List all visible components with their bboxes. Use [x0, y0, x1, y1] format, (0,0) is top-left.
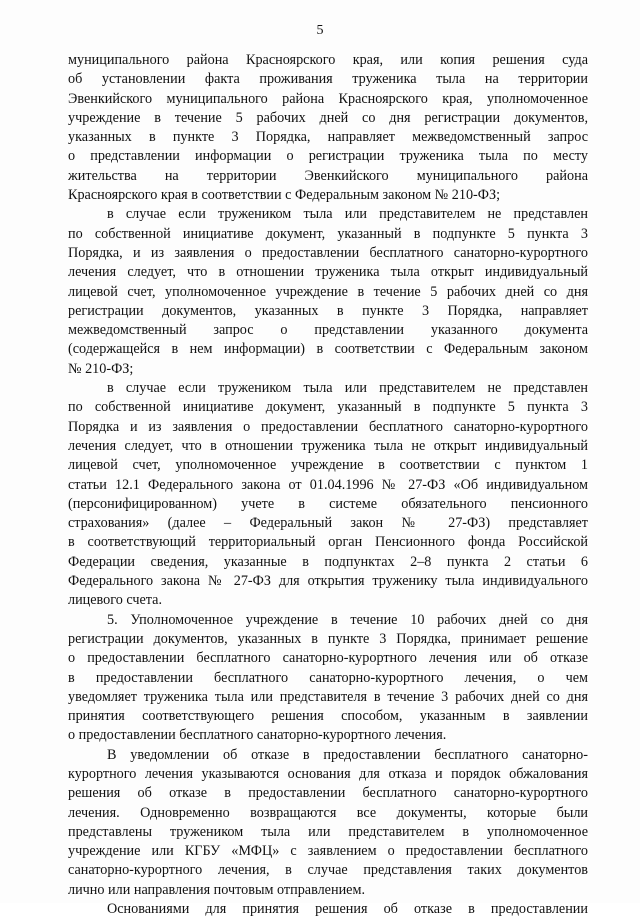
paragraph-line: лицевой счет, уполномоченное учреждение в соответствии с пунктом 1	[68, 457, 588, 474]
paragraph	[68, 51, 588, 205]
paragraph-line: статьи 12.1 Федерального закона от 01.04.1996 № 27-ФЗ «Об индивидуальном	[68, 476, 588, 493]
paragraph-line: № 210-ФЗ;	[68, 360, 134, 377]
paragraph-line: межведомственный запрос о представлении указанного документа	[68, 322, 588, 339]
paragraph-line: лечения. Одновременно возвращаются все документы, которые были	[68, 804, 588, 821]
paragraph-line: Эвенкийского муниципального района Красноярского края, уполномоченное	[68, 90, 588, 107]
paragraph-line: страхования» (далее – Федеральный закон № 27-ФЗ) представляет	[68, 515, 588, 532]
paragraph-line: по собственной инициативе документ, указанный в подпункте 5 пункта 3	[68, 399, 588, 416]
paragraph-line: 5. Уполномоченное учреждение в течение 10 рабочих дней со дня	[107, 611, 588, 628]
paragraph-line: в случае если тружеником тыла или представителем не представлен	[107, 380, 588, 397]
paragraph-line: лечения следует, что в отношении труженика тыла открыт индивидуальный	[68, 264, 588, 281]
paragraph-line: Порядка, и из заявления о предоставлении бесплатного санаторно-курортного	[68, 244, 588, 261]
paragraph	[68, 205, 588, 379]
paragraph-line: (содержащейся в нем информации) в соответствии с Федеральным законом	[68, 341, 588, 358]
paragraph-line: учреждение в течение 5 рабочих дней со дня регистрации документов,	[68, 109, 588, 126]
page-number: 5	[316, 23, 324, 38]
paragraph-line: указанных в пункте 3 Порядка, направляет межведомственный запрос	[68, 129, 588, 146]
paragraph-line: Красноярского края в соответствии с Федеральным законом № 210-ФЗ;	[68, 187, 501, 204]
paragraph-line: по собственной инициативе документ, указанный в подпункте 5 пункта 3	[68, 225, 588, 242]
paragraph	[68, 611, 588, 746]
paragraph	[68, 746, 588, 900]
paragraph-line: Федерации сведения, указанные в подпунктах 2–8 пункта 2 статьи 6	[68, 553, 588, 570]
paragraph-line: лицевого счета.	[68, 592, 163, 609]
paragraph	[68, 379, 588, 611]
paragraph-line: жительства на территории Эвенкийского муниципального района	[68, 167, 588, 184]
paragraph-line: санаторно-курортного лечения, в случае представления таких документов	[68, 862, 588, 879]
paragraph-line: в случае если тружеником тыла или представителем не представлен	[107, 206, 588, 223]
paragraph-line: лечения следует, что в отношении труженика тыла не открыт индивидуальный	[68, 437, 588, 454]
paragraph-line: В уведомлении об отказе в предоставлении бесплатного санаторно-	[107, 746, 588, 763]
paragraph-line: Федерального закона № 27-ФЗ для открытия труженику тыла индивидуального	[68, 573, 588, 590]
paragraph-line: Основаниями для принятия решения об отказе в предоставлении	[107, 901, 588, 918]
paragraph-line: об установлении факта проживания труженика тыла на территории	[68, 71, 588, 88]
paragraph-line: представлены тружеником тыла или представителем в уполномоченное	[68, 823, 588, 840]
paragraph-line: (персонифицированном) учете в системе обязательного пенсионного	[68, 495, 588, 512]
paragraph-line: регистрации документов, указанных в пункте 3 Порядка, направляет	[68, 302, 588, 319]
paragraph-line: в предоставлении бесплатного санаторно-курортного лечения, о чем	[68, 669, 588, 686]
paragraph-line: курортного лечения указываются основания для отказа и порядок обжалования	[68, 765, 588, 782]
paragraph-line: уведомляет труженика тыла или представителя в течение 3 рабочих дней со дня	[68, 688, 588, 705]
paragraph-line: лицевой счет, уполномоченное учреждение в течение 5 рабочих дней со дня	[68, 283, 588, 300]
paragraph-line: регистрации документов, указанных в пункте 3 Порядка, принимает решение	[68, 630, 588, 647]
document-body	[68, 51, 588, 919]
paragraph-line: Порядка и из заявления о предоставлении бесплатного санаторно-курортного	[68, 418, 588, 435]
paragraph-line: в соответствующий территориальный орган Пенсионного фонда Российской	[68, 534, 588, 551]
paragraph-line: принятия соответствующего решения способом, указанным в заявлении	[68, 708, 588, 725]
paragraph-line: о предоставлении бесплатного санаторно-курортного лечения.	[68, 727, 447, 744]
paragraph-line: о предоставлении бесплатного санаторно-курортного лечения или об отказе	[68, 650, 588, 667]
paragraph-line: муниципального района Красноярского края, или копия решения суда	[68, 52, 588, 68]
paragraph-line: решения об отказе в предоставлении бесплатного санаторно-курортного	[68, 785, 588, 802]
paragraph-line: лично или направления почтовым отправлением.	[68, 881, 365, 898]
paragraph-line: учреждение или КГБУ «МФЦ» с заявлением о предоставлении бесплатного	[68, 843, 588, 860]
paragraph-line: о представлении информации о регистрации труженика тыла по месту	[68, 148, 588, 165]
